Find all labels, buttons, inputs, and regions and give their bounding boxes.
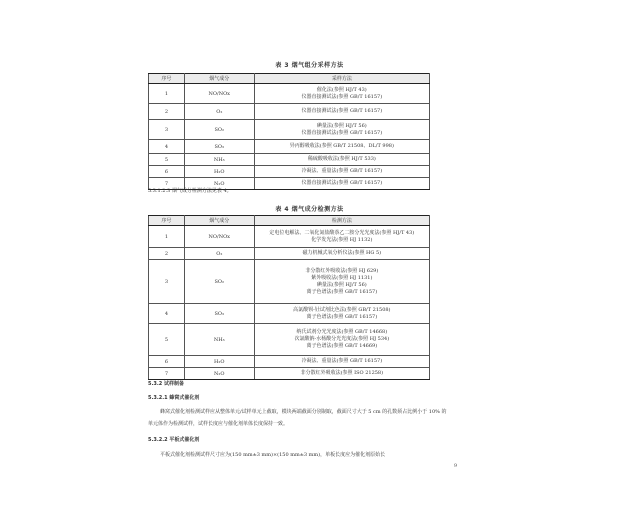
section-5-3-1-2-3-text: 5.3.1.2.3 烟气成分检测方法见表 4。 — [148, 188, 232, 194]
table4-method-line: 紫外吸收法(参照 HJ 1131) — [311, 274, 373, 281]
section-5-3-2-1-text-line2: 单元体作为检测试样，试样长度应与催化剂单体长度保持一致。 — [148, 421, 289, 427]
table3-cell-methods — [254, 84, 429, 104]
table4-cell-no: 5 — [149, 324, 185, 356]
table4-row — [149, 248, 430, 260]
table4-method-line: 非分散红外吸收法(参照 ISO 21258) — [300, 370, 384, 376]
table3-cell-component: H₂O — [184, 166, 254, 178]
table3-method-line: 冷凝法、重量法(参照 GB/T 16157) — [301, 168, 383, 174]
table4-cell-methods — [254, 324, 429, 356]
table3-cell-methods — [254, 166, 429, 178]
table4-cell-no: 2 — [149, 248, 185, 260]
table4-method-line: 次氯酸钠-水杨酸分光光度法(参照 HJ 534) — [294, 336, 390, 342]
table3-method-line: 仪器直接测试法(参照 GB/T 16157) — [301, 108, 383, 114]
table4-cell-methods — [254, 260, 429, 304]
table3-method-line: 仪器直接测试法(参照 GB/T 16157) — [301, 93, 383, 100]
table3-caption: 表 3 烟气组分采样方法 — [275, 62, 344, 69]
table4-cell-methods — [254, 248, 429, 260]
table4-cell-no: 6 — [149, 356, 185, 368]
table4-row — [149, 260, 430, 304]
table3-header-no: 序号 — [149, 74, 185, 84]
table3-cell-no: 7 — [149, 178, 185, 190]
table3-cell-no: 4 — [149, 140, 185, 154]
table3-cell-methods — [254, 154, 429, 166]
table3-method-line: 异丙醇吸收法(参照 GB/T 21508、DL/T 998) — [289, 143, 394, 149]
section-5-3-2-2-text: 平板式催化剂检测试样尺寸应为(150 mm±3 mm)×(150 mm±3 mm)，单板长度应为催化剂原始长 — [160, 452, 386, 458]
table4-cell-methods — [254, 304, 429, 324]
table3-cell-no: 2 — [149, 104, 185, 120]
table4-header-no: 序号 — [149, 216, 185, 226]
table4-cell-component: NH₃ — [184, 324, 254, 356]
table4-cell-no: 1 — [149, 226, 185, 248]
table3-method-line: 稀硫酸吸收法(参照 HJ/T 533) — [307, 156, 376, 162]
table3-cell-no: 6 — [149, 166, 185, 178]
table3-cell-methods — [254, 104, 429, 120]
table3-row — [149, 104, 430, 120]
section-5-3-2-heading: 5.3.2 试样制备 — [148, 381, 184, 387]
table3-cell-component: NH₃ — [184, 154, 254, 166]
table4-method-line: 化学发光法(参照 HJ 1132) — [311, 236, 373, 243]
table3-cell-methods — [254, 140, 429, 154]
table3-method-line: 催化法(参照 HJ/T 43) — [316, 86, 367, 93]
table4-method-line: 高氯酸钡-钍试剂比色法(参照 GB/T 21508) — [293, 306, 391, 313]
table3-cell-component: N₂O — [184, 178, 254, 190]
table4 — [148, 215, 430, 380]
table4-cell-component: H₂O — [184, 356, 254, 368]
table4-cell-component: O₂ — [184, 248, 254, 260]
table3-method-line: 仪器直接测试法(参照 GB/T 16157) — [301, 129, 383, 136]
table3-row — [149, 154, 430, 166]
table4-method-line: 定电位电解法、二氧化氮盐酸萘乙二胺分光光度法(参照 HJ/T 43) — [269, 229, 415, 236]
table3-cell-no: 5 — [149, 154, 185, 166]
table4-row — [149, 368, 430, 380]
table4-cell-methods — [254, 226, 429, 248]
table4-method-line: 磁力机械式氧分析仪法(参照 HG 5) — [302, 250, 382, 256]
table4-method-line: 离子色谱法(参照 GB/T 16157) — [306, 313, 378, 320]
table3-cell-no: 3 — [149, 120, 185, 140]
table3-cell-no: 1 — [149, 84, 185, 104]
table4-method-line: 非分散红外吸收法(参照 HJ 629) — [305, 267, 379, 274]
table4-method-line: 纳氏试剂分光光度法(参照 GB/T 14668) — [296, 329, 388, 335]
section-5-3-2-2-heading: 5.3.2.2 平板式催化剂 — [148, 437, 200, 443]
table4-method-line: 冷凝法、重量法(参照 GB/T 16157) — [301, 358, 383, 364]
section-5-3-2-1-text-line1: 蜂窝式催化剂检测试样应从整体单元/试样单元上截取，模块两端截面分别制取，截面尺寸大于 5 cm 的孔数须占比例小于 10% 的 — [160, 409, 447, 415]
table4-cell-no: 3 — [149, 260, 185, 304]
table4-cell-methods — [254, 356, 429, 368]
table4-row — [149, 226, 430, 248]
table4-method-line: 碘量法(参照 HJ/T 56) — [316, 281, 367, 288]
table3-row — [149, 84, 430, 104]
page-number: 9 — [453, 463, 457, 469]
section-5-3-2-1-heading: 5.3.2.1 蜂窝式催化剂 — [148, 395, 200, 401]
table4-header-method: 检测方法 — [254, 216, 429, 226]
table3-row — [149, 140, 430, 154]
table3-method-line: 碘量法(参照 HJ/T 56) — [316, 122, 367, 129]
table4-method-line: 离子色谱法(参照 GB/T 14669) — [306, 343, 378, 349]
table3-cell-component: SO₃ — [184, 140, 254, 154]
table4-cell-no: 7 — [149, 368, 185, 380]
table3-row — [149, 166, 430, 178]
table4-method-line: 离子色谱法(参照 GB/T 16157) — [306, 288, 378, 295]
table4-cell-component: SO₂ — [184, 260, 254, 304]
table3 — [148, 73, 430, 190]
table4-cell-component: SO₃ — [184, 304, 254, 324]
table4-caption: 表 4 烟气成分检测方法 — [275, 206, 344, 213]
table3-cell-methods — [254, 178, 429, 190]
table4-row — [149, 356, 430, 368]
table4-cell-component: NO/NOx — [184, 226, 254, 248]
table3-cell-component: NO/NOx — [184, 84, 254, 104]
table3-cell-component: O₂ — [184, 104, 254, 120]
table3-row — [149, 120, 430, 140]
table4-header-component: 烟气成分 — [184, 216, 254, 226]
table3-method-line: 仪器直接测试法(参照 GB/T 16157) — [301, 180, 383, 186]
table3-header-method: 采样方法 — [254, 74, 429, 84]
table4-cell-no: 4 — [149, 304, 185, 324]
table4-cell-component: N₂O — [184, 368, 254, 380]
table4-cell-methods — [254, 368, 429, 380]
table3-cell-methods — [254, 120, 429, 140]
table3-cell-component: SO₂ — [184, 120, 254, 140]
table4-row — [149, 324, 430, 356]
table3-header-component: 烟气成分 — [184, 74, 254, 84]
table4-row — [149, 304, 430, 324]
